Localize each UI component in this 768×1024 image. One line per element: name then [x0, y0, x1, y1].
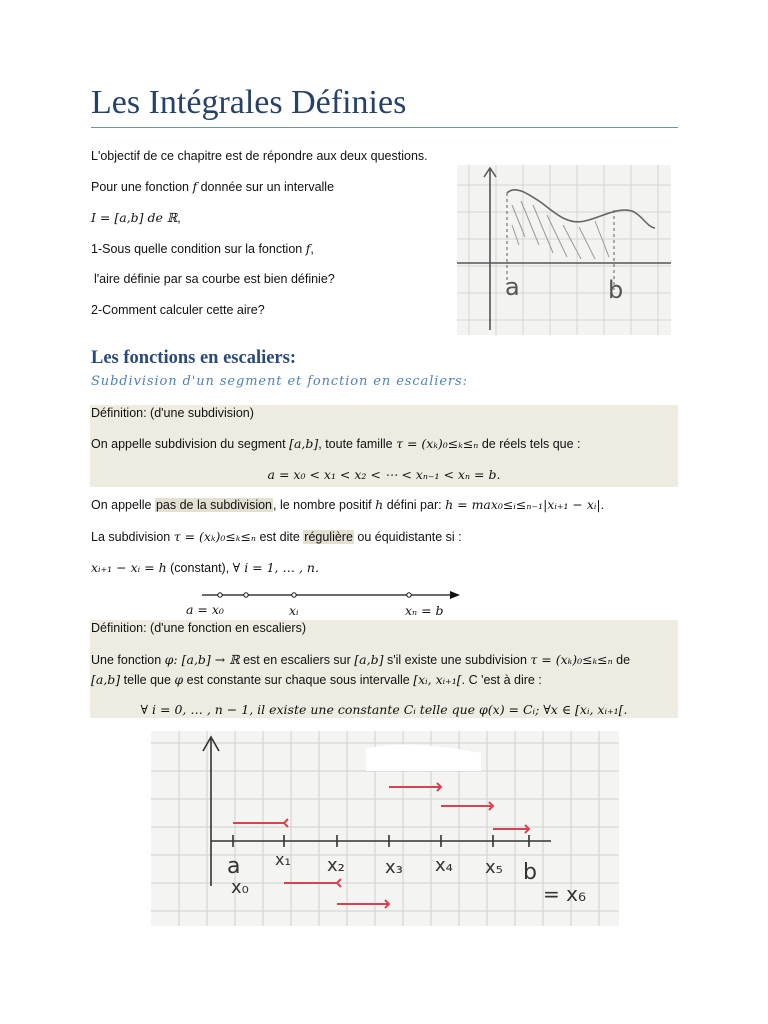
- question-1-continued: l'aire définie par sa courbe est bien définie?: [94, 272, 335, 286]
- pas-definition: On appelle pas de la subdivision, le nombre positif h défini par: h = max₀≤ᵢ≤ₙ₋₁|xᵢ₊₁ − xᵢ|.: [91, 497, 605, 512]
- step-label-a: a: [227, 854, 241, 879]
- question-2: 2-Comment calculer cette aire?: [91, 303, 265, 317]
- math-interval: I = [a,b] de ℝ: [91, 210, 178, 225]
- subdivision-number-line: [200, 585, 462, 605]
- numberline-label-a: a = x₀: [186, 602, 224, 617]
- step-label-x1: x₁: [275, 850, 291, 869]
- definition-step-function-title: Définition: (d'une fonction en escaliers): [91, 621, 307, 635]
- step-function-sketch-photo: [151, 731, 619, 926]
- math-tau: τ = (xₖ)₀≤ₖ≤ₙ: [396, 436, 479, 451]
- highlight-pas: pas de la subdivision: [155, 498, 272, 512]
- step-label-x3: x₃: [385, 857, 403, 878]
- sketch-label-b: b: [608, 276, 624, 304]
- reguliere-definition: La subdivision τ = (xₖ)₀≤ₖ≤ₙ est dite régulière ou équidistante si :: [91, 529, 462, 544]
- intro-line-1: L'objectif de ce chapitre est de répondre aux deux questions.: [91, 149, 428, 163]
- step-label-x6: = x₆: [543, 882, 586, 906]
- definition-step-function-line-1: Une fonction φ: [a,b] → ℝ est en escaliers sur [a,b] s'il existe une subdivision τ = (xₖ)₀≤ₖ≤ₙ de: [91, 652, 631, 667]
- numberline-label-xi: xᵢ: [289, 603, 299, 618]
- step-label-x4: x₄: [435, 855, 453, 876]
- highlight-reguliere: régulière: [304, 530, 353, 544]
- sketch-label-a: a: [505, 273, 520, 301]
- area-sketch: [457, 165, 671, 335]
- step-label-x5: x₅: [485, 857, 503, 878]
- step-label-x0: x₀: [231, 877, 249, 898]
- step-function-sketch: [151, 731, 619, 926]
- page-title: Les Intégrales Définies: [91, 84, 407, 121]
- numberline-label-b: xₙ = b: [405, 603, 444, 618]
- definition-subdivision-text: On appelle subdivision du segment [a,b], toute famille τ = (xₖ)₀≤ₖ≤ₙ de réels tels que :: [91, 436, 581, 451]
- subdivision-formula: a = x₀ < x₁ < x₂ < ⋯ < xₙ₋₁ < xₙ = b.: [267, 467, 501, 482]
- intro-line-3: I = [a,b] de ℝ,: [91, 210, 181, 225]
- question-1: 1-Sous quelle condition sur la fonction f,: [91, 241, 314, 256]
- math-pas-formula: h = max₀≤ᵢ≤ₙ₋₁|xᵢ₊₁ − xᵢ|: [445, 497, 601, 512]
- math-f: f: [192, 179, 198, 194]
- intro-line-2: Pour une fonction f donnée sur un intervalle: [91, 179, 335, 194]
- definition-subdivision-title: Définition: (d'une subdivision): [91, 406, 254, 420]
- section-heading: Les fonctions en escaliers:: [91, 348, 297, 368]
- constant-step-line: xᵢ₊₁ − xᵢ = h (constant), ∀ i = 1, … , n.: [91, 560, 319, 575]
- definition-step-function-line-2: [a,b] telle que φ est constante sur chaque sous intervalle [xᵢ, xᵢ₊₁[. C 'est à dire :: [91, 672, 542, 687]
- area-sketch-photo: [457, 165, 671, 335]
- step-label-x2: x₂: [327, 855, 345, 876]
- title-divider: [91, 127, 678, 128]
- step-function-formula: ∀ i = 0, … , n − 1, il existe une constante Cᵢ telle que φ(x) = Cᵢ; ∀x ∈ [xᵢ, xᵢ₊₁[.: [140, 702, 628, 717]
- step-label-b: b: [523, 860, 537, 885]
- section-subheading: Subdivision d'un segment et fonction en escaliers:: [91, 374, 468, 389]
